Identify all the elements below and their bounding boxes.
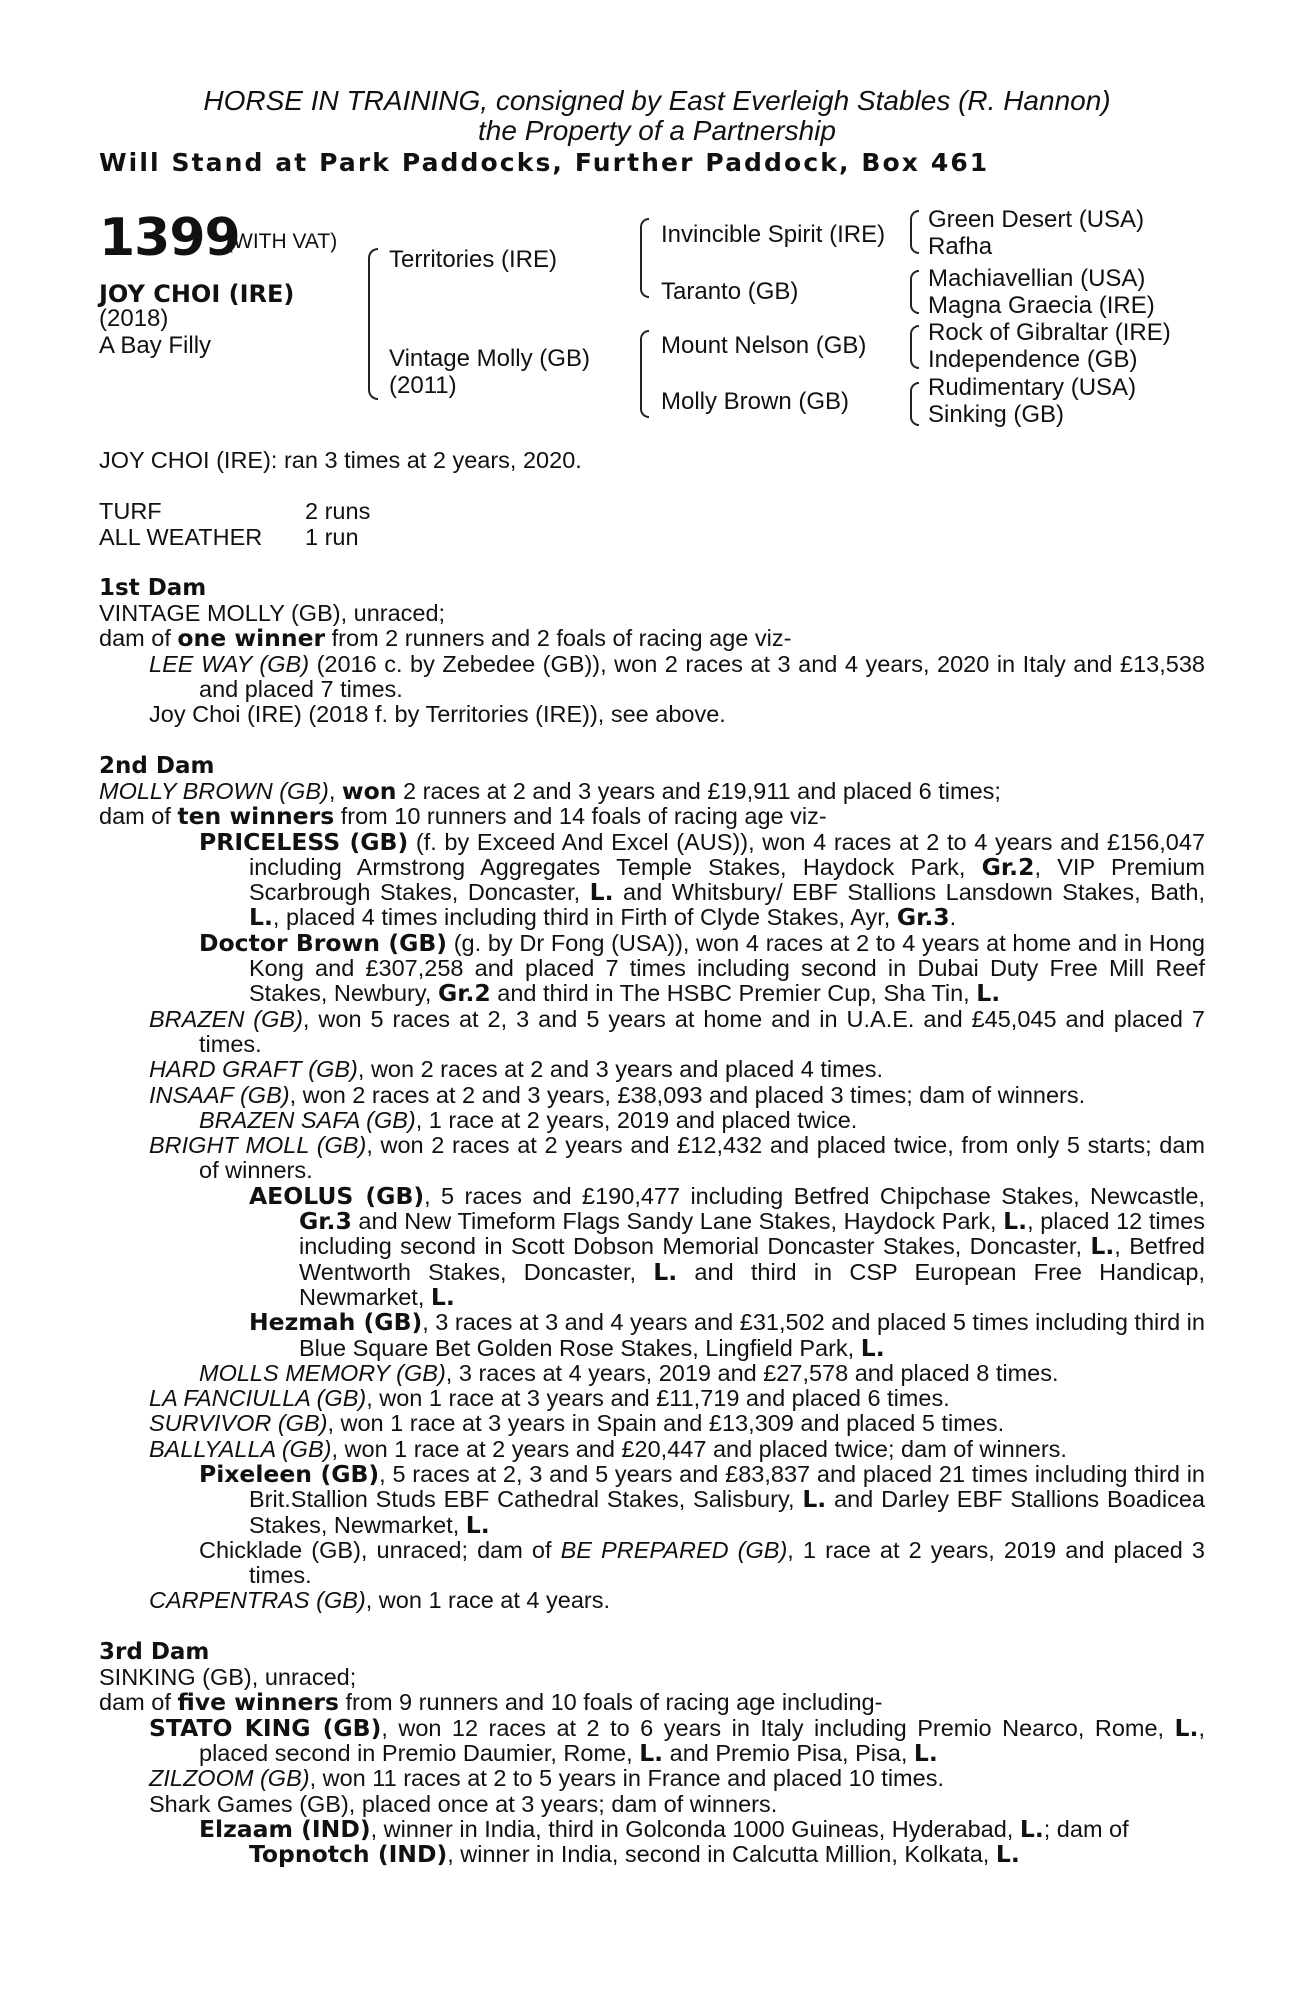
grandsire-8: Sinking (GB) — [928, 401, 1065, 428]
produce-entry: BRAZEN SAFA (GB), 1 race at 2 years, 2019 and placed twice. — [199, 1106, 858, 1133]
produce-entry: Shark Games (GB), placed once at 3 years; dam of winners. — [149, 1790, 778, 1817]
pedigree-brace-sire — [640, 218, 649, 298]
first-dam-line: VINTAGE MOLLY (GB), unraced; — [99, 600, 446, 627]
first-dam-title: 1st Dam — [99, 574, 207, 601]
third-dam-produce-line: dam of five winners from 9 runners and 10 foals of racing age including- — [99, 1688, 883, 1717]
grandsire-7: Rudimentary (USA) — [928, 374, 1137, 401]
produce-entry: ZILZOOM (GB), won 11 races at 2 to 5 years in France and placed 10 times. — [149, 1765, 944, 1792]
third-dam-title: 3rd Dam — [99, 1638, 210, 1665]
second-dam-line: MOLLY BROWN (GB), won 2 races at 2 and 3 years and £19,911 and placed 6 times; — [99, 776, 1001, 805]
pedigree-brace-g4 — [910, 382, 919, 426]
pedigree-brace-main — [368, 248, 378, 400]
dam-sire: Mount Nelson (GB) — [661, 332, 867, 359]
grandsire-5: Rock of Gibraltar (IRE) — [928, 319, 1171, 346]
turf-row: TURF 2 runs — [99, 498, 371, 525]
sire-dam: Taranto (GB) — [661, 278, 799, 305]
grandsire-6: Independence (GB) — [928, 346, 1138, 373]
pedigree-brace-dam — [640, 330, 649, 418]
sire: Territories (IRE) — [389, 246, 558, 273]
foaling-year: (2018) — [99, 305, 169, 332]
produce-entry: BRAZEN (GB), won 5 races at 2, 3 and 5 years at home and in U.A.E. and £45,045 and placed 7 times. — [149, 1005, 1205, 1057]
second-dam-title: 2nd Dam — [99, 752, 215, 779]
race-summary: JOY CHOI (IRE): ran 3 times at 2 years, 2020. — [99, 447, 582, 473]
produce-entry: STATO KING (GB), won 12 races at 2 to 6 years in Italy including Premio Nearco, Rome, L., placed second in Premio Daumier, Rome, L. and Premio Pisa, Pisa, L. — [149, 1713, 1205, 1767]
pedigree-brace-g1 — [910, 210, 919, 254]
first-dam-entry: LEE WAY (GB) (2016 c. by Zebedee (GB)), won 2 races at 3 and 4 years, 2020 in Italy and £13,538 and placed 7 times. — [149, 650, 1205, 703]
dam: Vintage Molly (GB) — [389, 345, 590, 372]
produce-entry: AEOLUS (GB), 5 races and £190,477 including Betfred Chipchase Stakes, Newcastle, Gr.3 and New Timeform Flags Sandy Lane Stakes, Haydock Park, L., placed 12 times including second in Scott Dobson Memorial Doncaster Stakes, Doncaster, L., Betfred Wentworth Stakes, Doncaster, L. and third in CSP European Free Handicap, Newmarket, L. — [249, 1181, 1205, 1311]
catalogue-body — [99, 448, 1205, 1867]
produce-entry: BALLYALLA (GB), won 1 race at 2 years and £20,447 and placed twice; dam of winners. — [149, 1435, 1067, 1462]
produce-entry: Hezmah (GB), 3 races at 3 and 4 years and £31,502 and placed 5 times including third in Blue Square Bet Golden Rose Stakes, Lingfield Park, L. — [249, 1308, 1205, 1362]
produce-entry: MOLLS MEMORY (GB), 3 races at 4 years, 2019 and £27,578 and placed 8 times. — [199, 1359, 1059, 1386]
all-weather-row: ALL WEATHER 1 run — [99, 523, 359, 550]
location-line: Will Stand at Park Paddocks, Further Paddock, Box 461 — [99, 148, 990, 177]
produce-entry: INSAAF (GB), won 2 races at 2 and 3 years, £38,093 and placed 3 times; dam of winners. — [149, 1081, 1086, 1108]
produce-entry: Topnotch (IND), winner in India, second in Calcutta Million, Kolkata, L. — [249, 1840, 1020, 1869]
produce-entry: HARD GRAFT (GB), won 2 races at 2 and 3 years and placed 4 times. — [149, 1056, 884, 1083]
grandsire-1: Green Desert (USA) — [928, 206, 1145, 233]
second-dam-produce-line: dam of ten winners from 10 runners and 14 foals of racing age viz- — [99, 802, 827, 831]
horse-description: A Bay Filly — [99, 332, 212, 359]
horse-name: JOY CHOI (IRE) — [99, 280, 295, 308]
first-dam-entry: Joy Choi (IRE) (2018 f. by Territories (IRE)), see above. — [149, 701, 726, 728]
produce-entry: CARPENTRAS (GB), won 1 race at 4 years. — [149, 1587, 611, 1614]
consignor-line: HORSE IN TRAINING, consigned by East Everleigh Stables (R. Hannon) — [203, 85, 1111, 116]
pedigree-brace-g2 — [910, 270, 919, 314]
produce-entry: Doctor Brown (GB) (g. by Dr Fong (USA)), won 4 races at 2 to 4 years at home and in Hong Kong and £307,258 and placed 7 times including second in Dubai Duty Free Mill Reef Stakes, Newbury, Gr.2 and third in The HSBC Premier Cup, Sha Tin, L. — [199, 928, 1205, 1008]
dam-year: (2011) — [389, 372, 457, 399]
third-dam-line: SINKING (GB), unraced; — [99, 1664, 357, 1691]
pedigree-brace-g3 — [910, 325, 919, 369]
dam-dam: Molly Brown (GB) — [661, 388, 850, 415]
lot-number: 1399 — [99, 208, 240, 268]
produce-entry: Pixeleen (GB), 5 races at 2, 3 and 5 years and £83,837 and placed 21 times including third in Brit.Stallion Studs EBF Cathedral Stakes, Salisbury, L. and Darley EBF Stallions Boadicea Stakes, Newmarket, L. — [199, 1459, 1206, 1539]
produce-entry: BRIGHT MOLL (GB), won 2 races at 2 years and £12,432 and placed twice, from only 5 starts; dam of winners. — [149, 1132, 1205, 1184]
grandsire-3: Machiavellian (USA) — [928, 265, 1146, 292]
produce-entry: PRICELESS (GB) (f. by Exceed And Excel (AUS)), won 4 races at 2 to 4 years and £156,047 including Armstrong Aggregates Temple Stakes, Haydock Park, Gr.2, VIP Premium Scarbrough Stakes, Doncaster, L. and Whitsbury/ EBF Stallions Lansdown Stakes, Bath, L., placed 4 times including third in Firth of Clyde Stakes, Ayr, Gr.3. — [199, 827, 1206, 932]
first-dam-produce-line: dam of one winner from 2 runners and 2 foals of racing age viz- — [99, 624, 792, 653]
produce-entry: LA FANCIULLA (GB), won 1 race at 3 years and £11,719 and placed 6 times. — [149, 1385, 950, 1412]
grandsire-2: Rafha — [928, 233, 993, 260]
produce-entry: Elzaam (IND), winner in India, third in Golconda 1000 Guineas, Hyderabad, L.; dam of — [199, 1814, 1129, 1843]
produce-entry: Chicklade (GB), unraced; dam of BE PREPARED (GB), 1 race at 2 years, 2019 and placed 3 times. — [199, 1536, 1205, 1589]
property-line: the Property of a Partnership — [478, 115, 836, 146]
produce-entry: SURVIVOR (GB), won 1 race at 3 years in Spain and £13,309 and placed 5 times. — [149, 1410, 1005, 1437]
grandsire-4: Magna Graecia (IRE) — [928, 292, 1155, 319]
vat-note: (WITH VAT) — [226, 230, 338, 253]
sire-sire: Invincible Spirit (IRE) — [661, 221, 886, 248]
